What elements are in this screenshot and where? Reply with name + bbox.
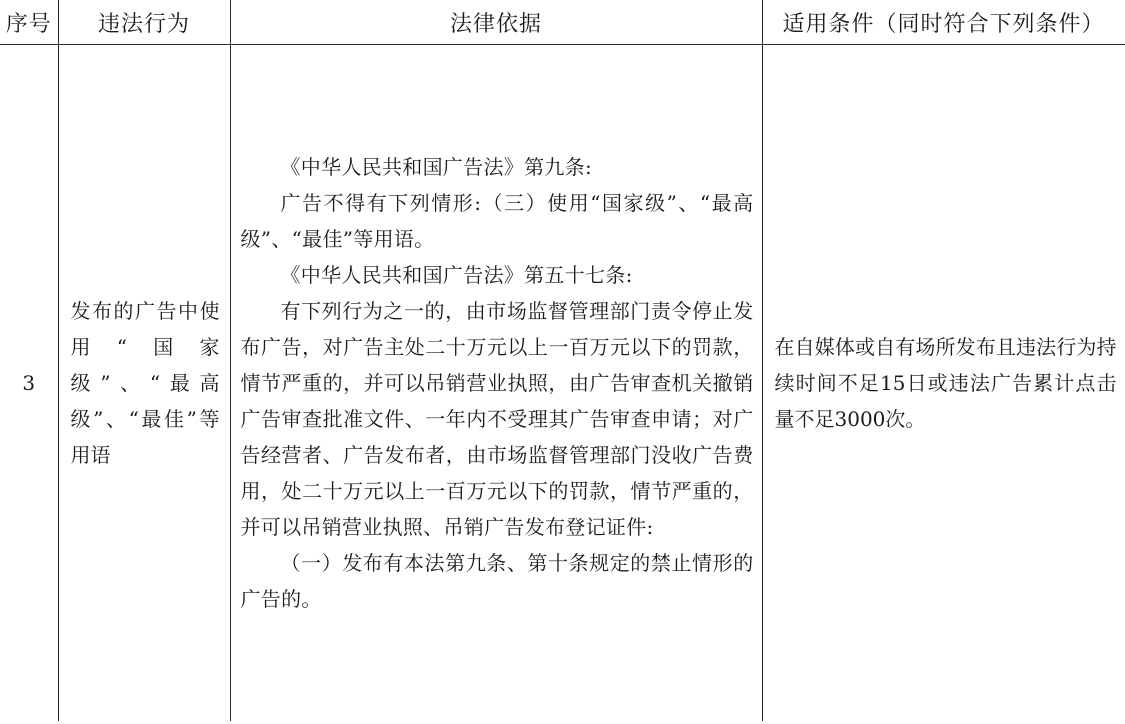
header-law: 法律依据 bbox=[230, 0, 762, 45]
table-row bbox=[0, 45, 1125, 722]
row-cond-cell bbox=[762, 45, 1125, 722]
law-paragraph: （一）发布有本法第九条、第十条规定的禁止情形的广告的。 bbox=[240, 551, 754, 611]
row-cond: 在自媒体或自有场所发布且违法行为持续时间不足15日或违法广告累计点击量不足3000次。 bbox=[774, 335, 1117, 431]
row-law-cell bbox=[230, 45, 762, 722]
law-paragraph: 《中华人民共和国广告法》第九条: bbox=[280, 155, 593, 179]
row-num: 3 bbox=[0, 45, 58, 722]
header-row bbox=[0, 0, 1125, 45]
law-paragraph: 《中华人民共和国广告法》第五十七条: bbox=[280, 263, 633, 287]
header-cond: 适用条件（同时符合下列条件） bbox=[762, 0, 1125, 45]
header-act: 违法行为 bbox=[58, 0, 230, 45]
law-paragraph: 广告不得有下列情形:（三）使用“国家级”、“最高级”、“最佳”等用语。 bbox=[240, 191, 754, 251]
law-paragraph: 有下列行为之一的，由市场监督管理部门责令停止发布广告，对广告主处二十万元以上一百万元以下的罚款，情节严重的，并可以吊销营业执照，由广告审查机关撤销广告审查批准文件、一年内不受理其广告审查申请；对广告经营者、广告发布者，由市场监督管理部门没收广告费用，处二十万元以上一百万元以下的罚款，情节严重的，并可以吊销营业执照、吊销广告发布登记证件: bbox=[240, 299, 754, 539]
header-num: 序号 bbox=[0, 0, 58, 45]
row-act: 发布的广告中使用“国家级”、“最高级”、“最佳”等用语 bbox=[70, 299, 220, 467]
row-act-cell bbox=[58, 45, 230, 722]
